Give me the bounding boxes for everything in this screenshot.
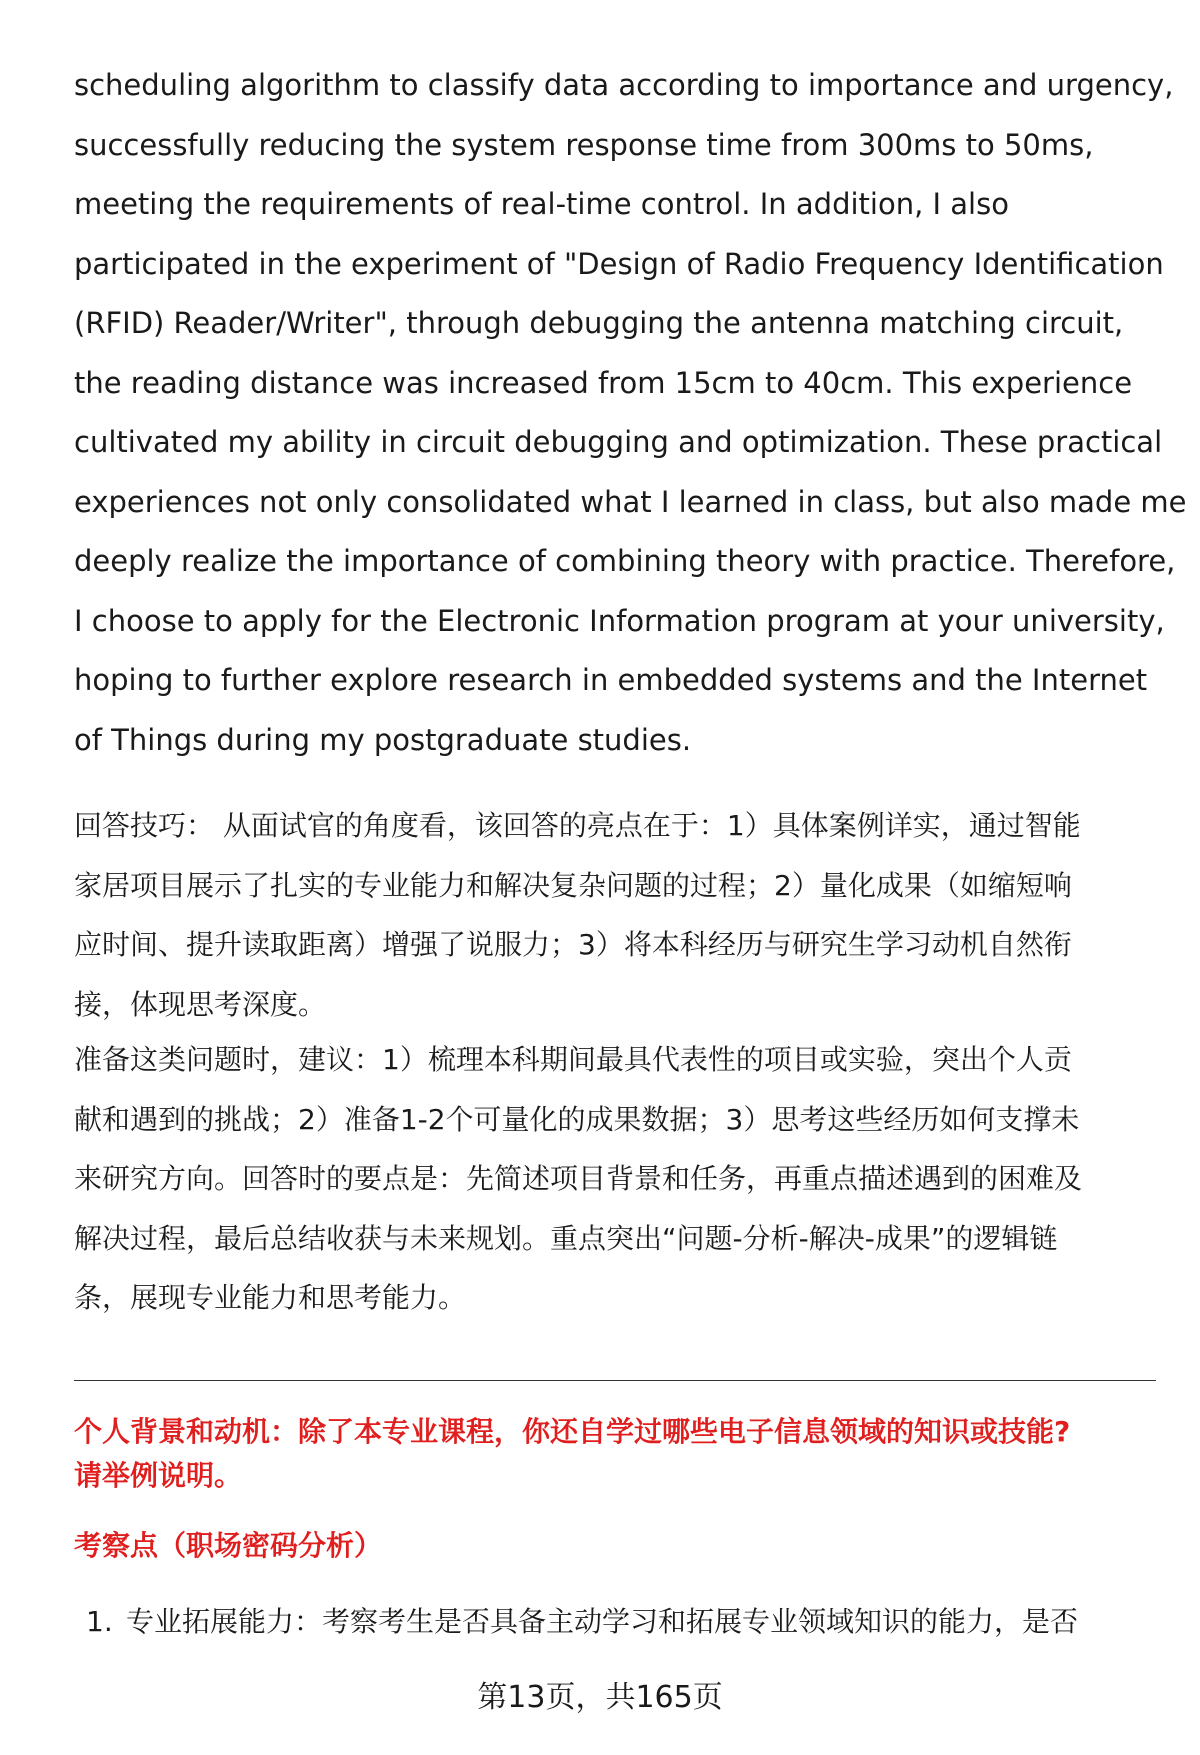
paragraph-line: experiences not only consolidated what I learned in class, but also made me: [74, 484, 1187, 519]
section-divider: [74, 1380, 1156, 1381]
list-item-text: 专业拓展能力：考察考生是否具备主动学习和拓展专业领域知识的能力，是否: [126, 1605, 1079, 1638]
paragraph-line: (RFID) Reader/Writer", through debugging the antenna matching circuit,: [74, 306, 1124, 340]
question-line-1: 个人背景和动机：除了本专业课程，你还自学过哪些电子信息领域的知识或技能?: [74, 1415, 1071, 1448]
tips-line: 接，体现思考深度。: [74, 987, 327, 1021]
question-heading: [74, 1410, 1164, 1498]
tips-line: 回答技巧： 从面试官的角度看，该回答的亮点在于：1）具体案例详实，通过智能: [74, 809, 1081, 842]
paragraph-line: of Things during my postgraduate studies.: [74, 722, 692, 757]
document-page: [74, 0, 1187, 1328]
paragraph-line: meeting the requirements of real-time control. In addition, I also: [74, 187, 1009, 221]
prep-paragraph: [74, 1030, 1154, 1328]
prep-line: 献和遇到的挑战；2）准备1-2个可量化的成果数据；3）思考这些经历如何支撑未: [74, 1102, 1080, 1136]
prep-line: 准备这类问题时，建议：1）梳理本科期间最具代表性的项目或实验，突出个人贡: [74, 1043, 1072, 1076]
tips-line: 应时间、提升读取距离）增强了说服力；3）将本科经历与研究生学习动机自然衔: [74, 928, 1072, 961]
paragraph-line: hoping to further explore research in embedded systems and the Internet: [74, 663, 1148, 697]
question-line-2: 请举例说明。: [74, 1459, 243, 1492]
english-paragraph: [74, 56, 1187, 770]
paragraph-line: scheduling algorithm to classify data according to importance and urgency,: [74, 68, 1174, 102]
list-item: [86, 1600, 1078, 1644]
page-footer: 第13页，共165页: [477, 1680, 723, 1715]
prep-line: 条，展现专业能力和思考能力。: [74, 1281, 467, 1314]
paragraph-line: deeply realize the importance of combining theory with practice. Therefore,: [74, 544, 1176, 578]
paragraph-line: participated in the experiment of "Design of Radio Frequency Identification: [74, 246, 1164, 281]
paragraph-line: the reading distance was increased from 15cm to 40cm. This experience: [74, 365, 1133, 400]
analysis-subheading: 考察点（职场密码分析）: [74, 1529, 383, 1562]
prep-line: 来研究方向。回答时的要点是：先简述项目背景和任务，再重点描述遇到的困难及: [74, 1162, 1083, 1195]
prep-line: 解决过程，最后总结收获与未来规划。重点突出“问题-分析-解决-成果”的逻辑链: [74, 1221, 1058, 1255]
paragraph-line: successfully reducing the system response time from 300ms to 50ms,: [74, 127, 1094, 162]
tips-paragraph: [74, 796, 1154, 1034]
list-item-number: 1.: [86, 1605, 113, 1638]
paragraph-line: I choose to apply for the Electronic Information program at your university,: [74, 603, 1165, 638]
tips-line: 家居项目展示了扎实的专业能力和解决复杂问题的过程；2）量化成果（如缩短响: [74, 868, 1072, 902]
paragraph-line: cultivated my ability in circuit debugging and optimization. These practical: [74, 425, 1163, 459]
